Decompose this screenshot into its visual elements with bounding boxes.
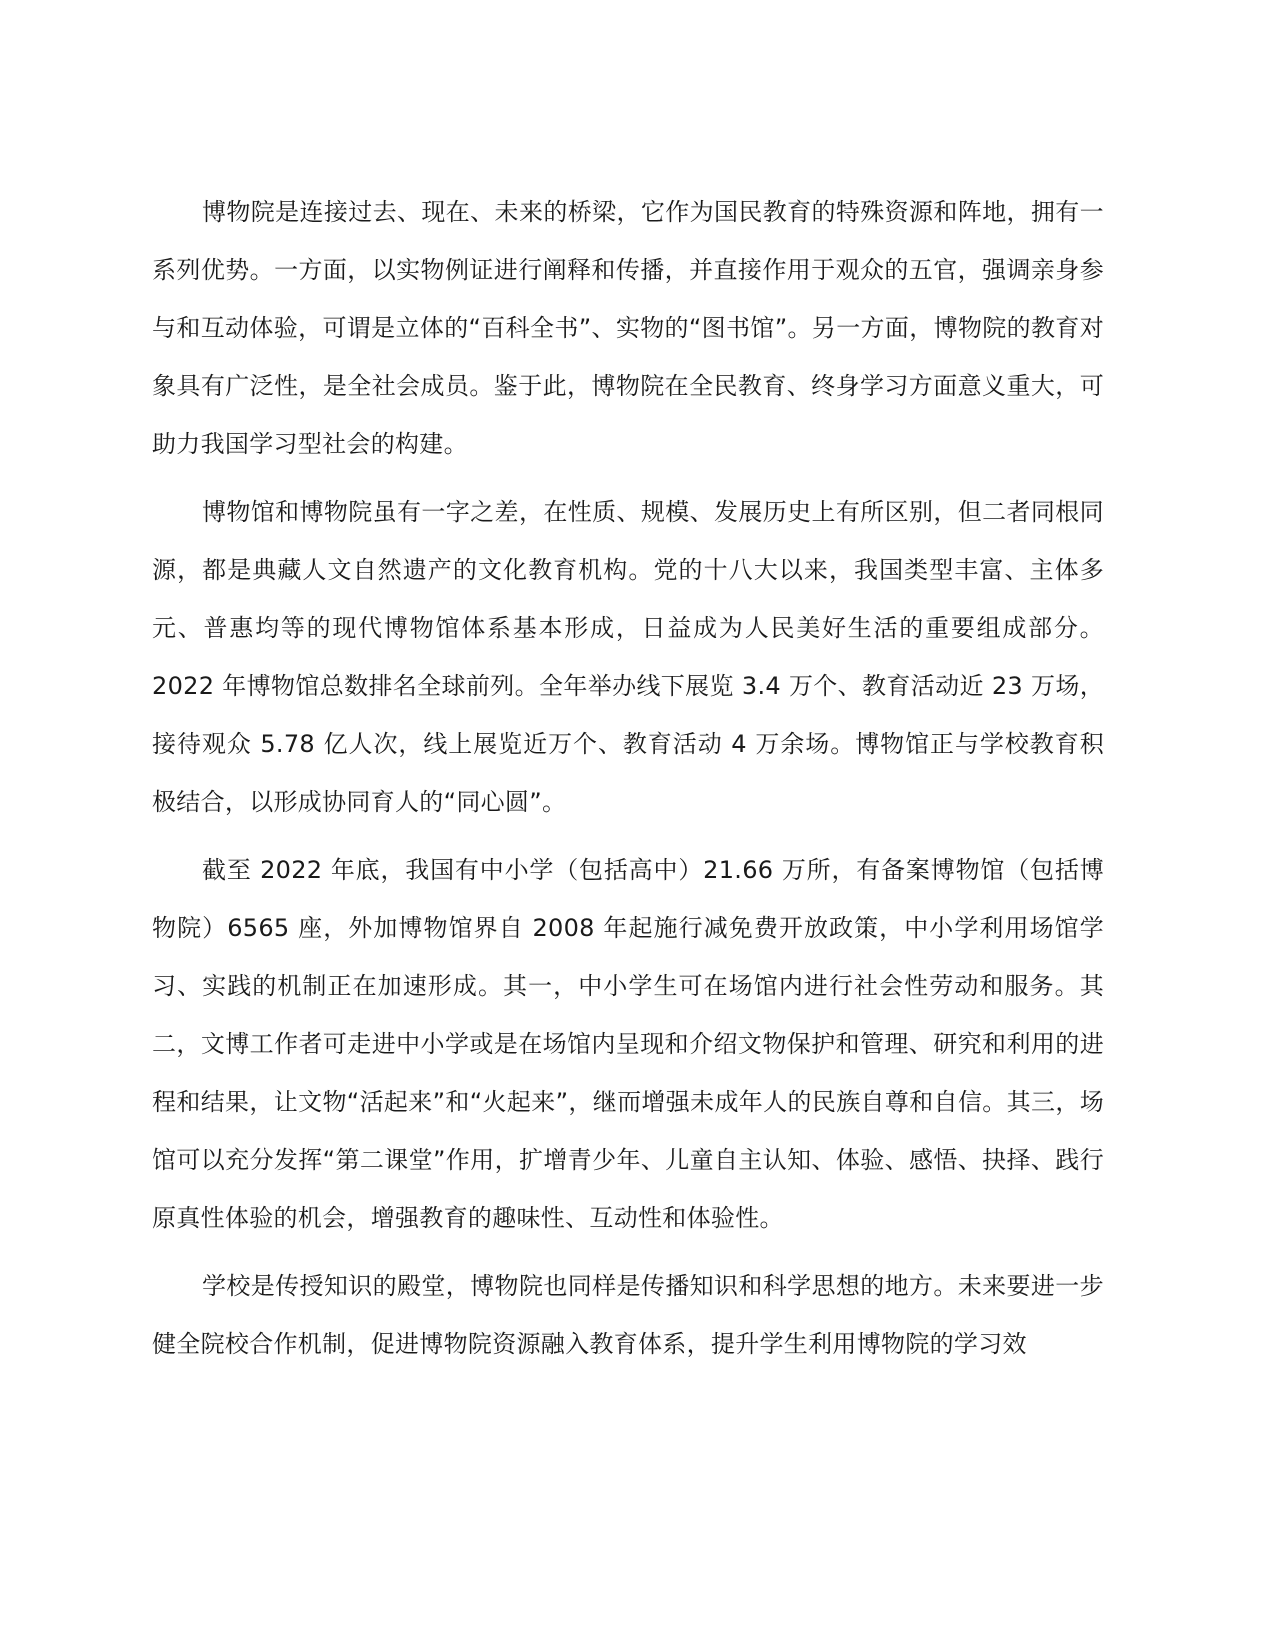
paragraph-3: 截至 2022 年底，我国有中小学（包括高中）21.66 万所，有备案博物馆（包括博物院）6565 座，外加博物馆界自 2008 年起施行减免费开放政策，中小学利用场馆学习、实践的机制正在加速形成。其一，中小学生可在场馆内进行社会性劳动和服务。其二，文博工作者可走进中小学或是在场馆内呈现和介绍文物保护和管理、研究和利用的进程和结果，让文物“活起来”和“火起来”，继而增强未成年人的民族自尊和自信。其三，场馆可以充分发挥“第二课堂”作用，扩增青少年、儿童自主认知、体验、感悟、抉择、践行原真性体验的机会，增强教育的趣味性、互动性和体验性。 [152,856,1104,1232]
document-body [152,183,1104,1383]
paragraph-2: 博物馆和博物院虽有一字之差，在性质、规模、发展历史上有所区别，但二者同根同源，都是典藏人文自然遗产的文化教育机构。党的十八大以来，我国类型丰富、主体多元、普惠均等的现代博物馆体系基本形成，日益成为人民美好生活的重要组成部分。2022 年博物馆总数排名全球前列。全年举办线下展览 3.4 万个、教育活动近 23 万场，接待观众 5.78 亿人次，线上展览近万个、教育活动 4 万余场。博物馆正与学校教育积极结合，以形成协同育人的“同心圆”。 [152,498,1104,816]
paragraph-4: 学校是传授知识的殿堂，博物院也同样是传播知识和科学思想的地方。未来要进一步健全院校合作机制，促进博物院资源融入教育体系，提升学生利用博物院的学习效 [152,1272,1104,1358]
paragraph-1: 博物院是连接过去、现在、未来的桥梁，它作为国民教育的特殊资源和阵地，拥有一系列优势。一方面，以实物例证进行阐释和传播，并直接作用于观众的五官，强调亲身参与和互动体验，可谓是立体的“百科全书”、实物的“图书馆”。另一方面，博物院的教育对象具有广泛性，是全社会成员。鉴于此，博物院在全民教育、终身学习方面意义重大，可助力我国学习型社会的构建。 [152,198,1104,458]
